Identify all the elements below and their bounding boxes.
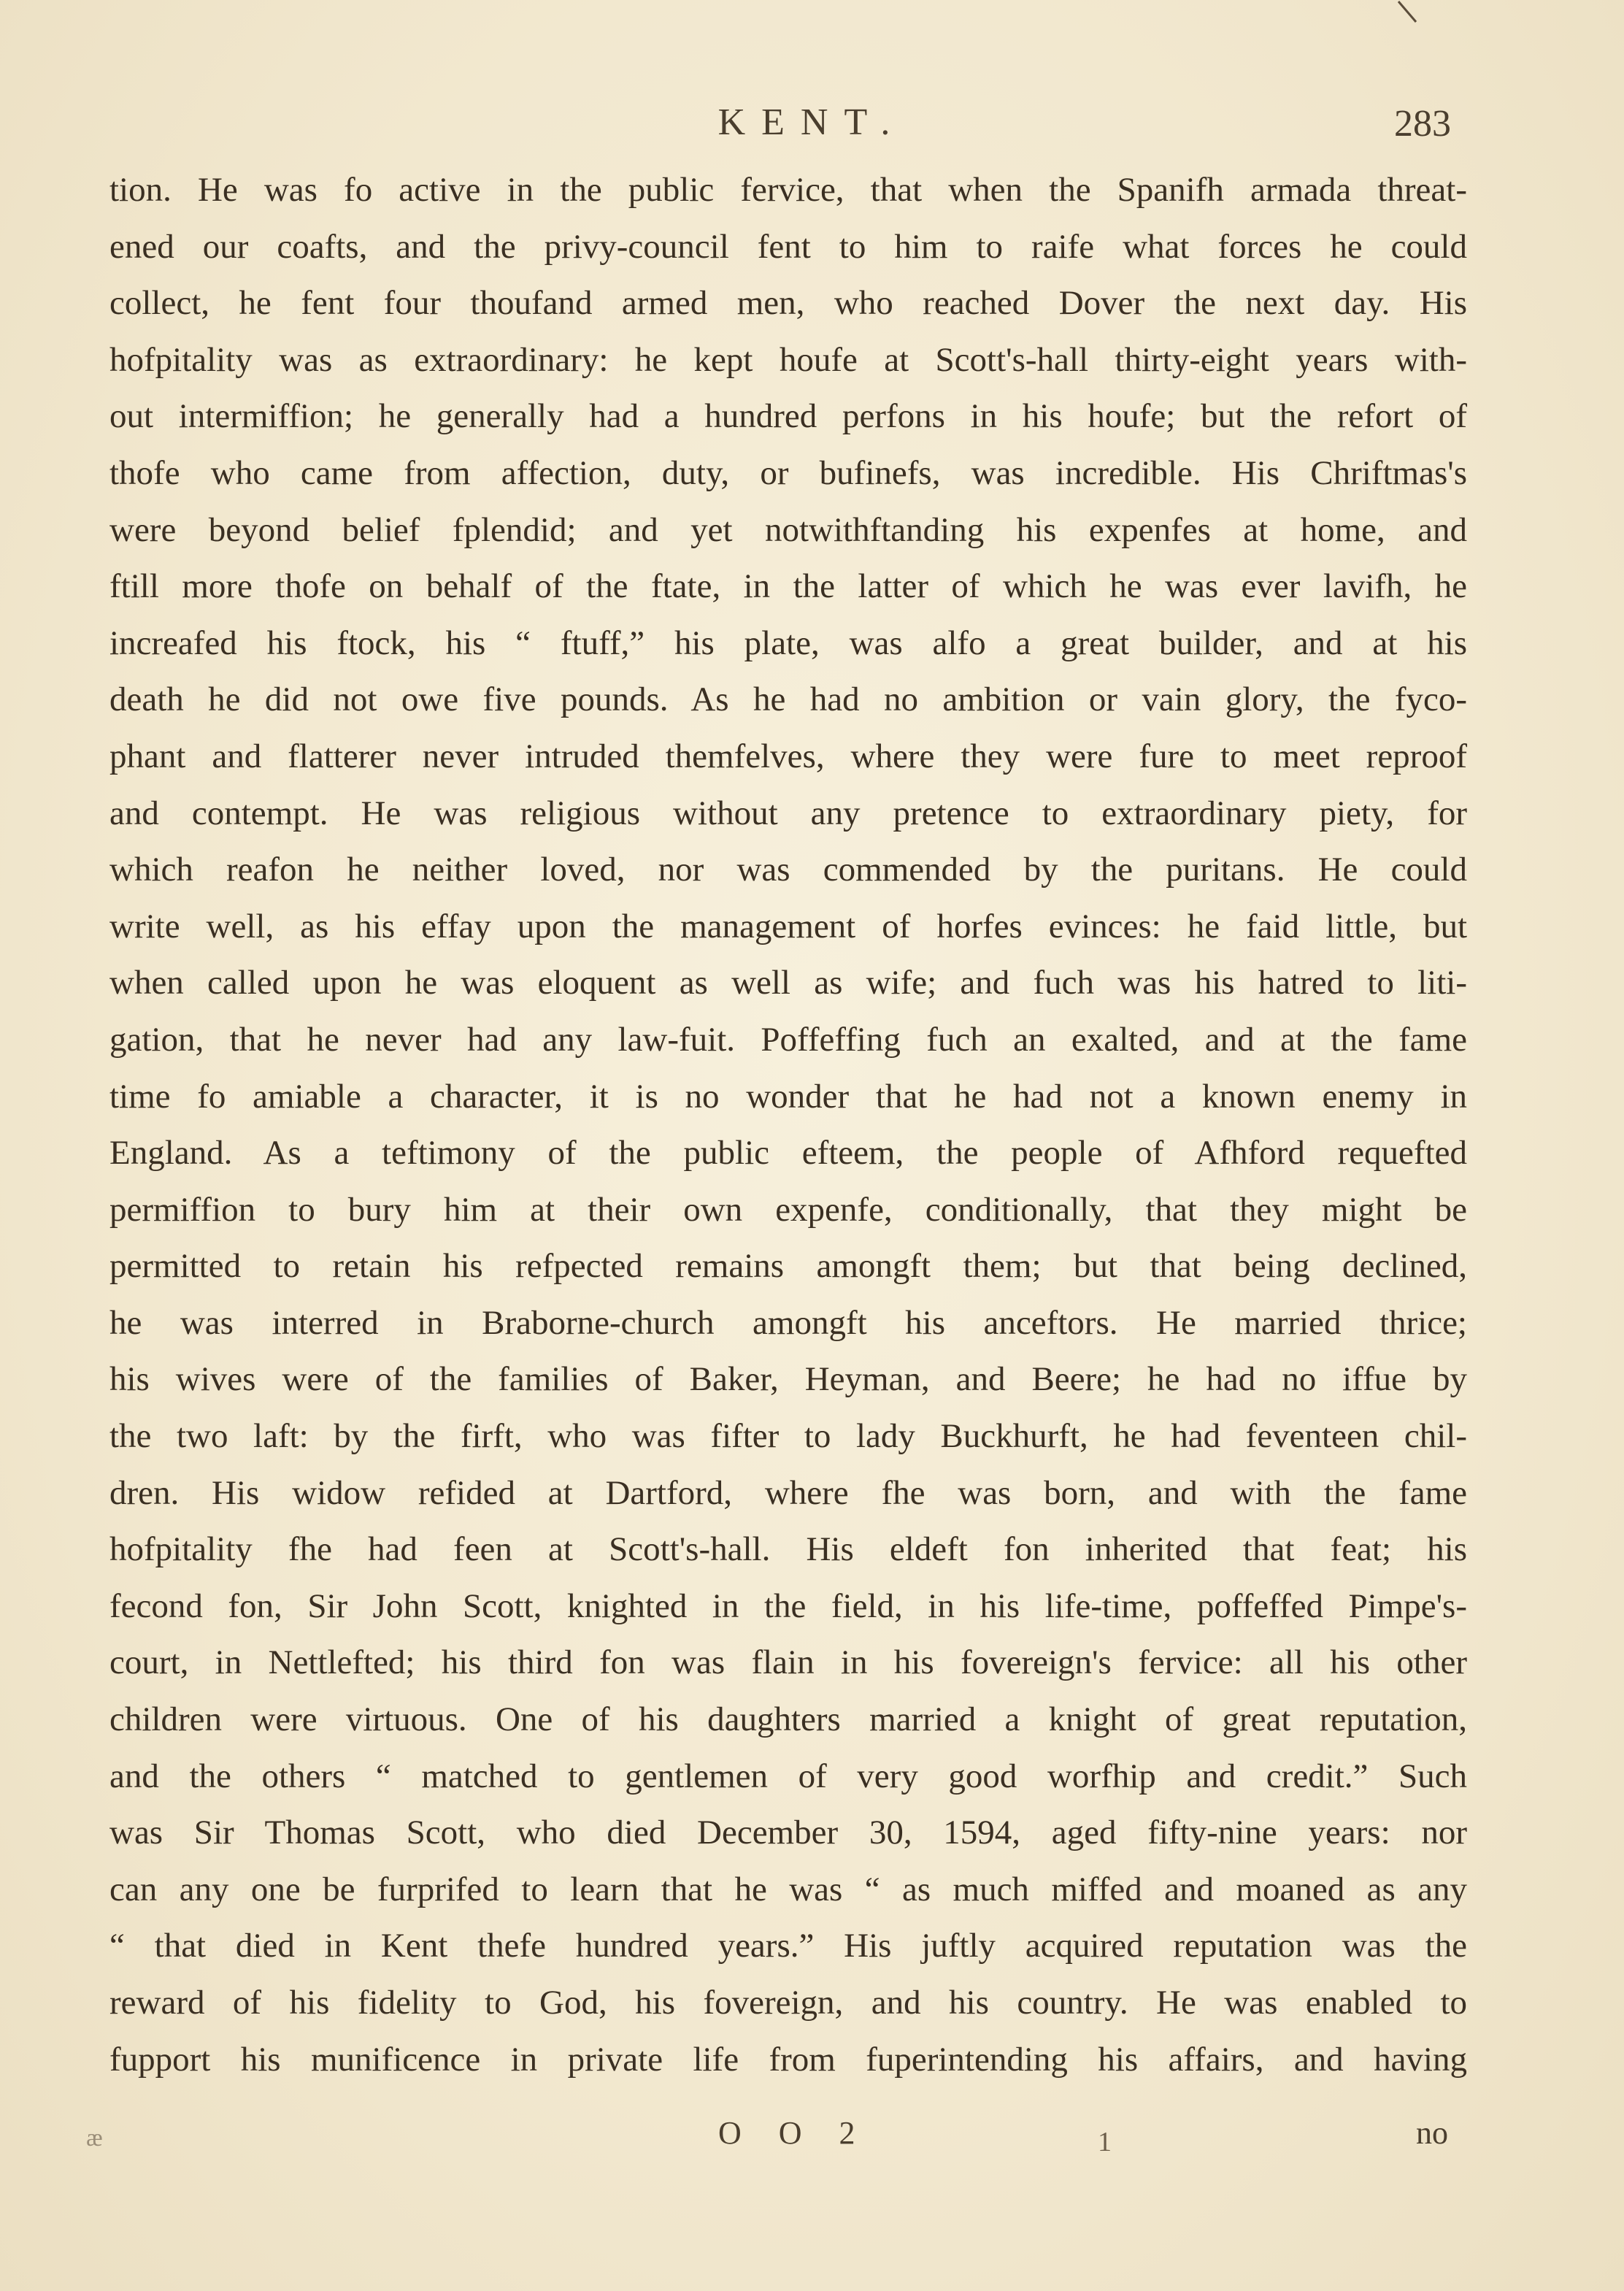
text-line: England. As a teftimony of the public efteem, the people of Afhford requefted bbox=[109, 1134, 1467, 1173]
text-line: ened our coafts, and the privy-council fent to him to raife what forces he could bbox=[109, 227, 1467, 266]
text-line: and contempt. He was religious without any pretence to extraordinary piety, for bbox=[109, 794, 1467, 832]
text-line: hofpitality fhe had feen at Scott's-hall. His eldeft fon inherited that feat; his bbox=[109, 1530, 1467, 1569]
text-line: dren. His widow refided at Dartford, where fhe was born, and with the fame bbox=[109, 1473, 1467, 1512]
margin-mark-left: æ bbox=[86, 2125, 103, 2152]
page-number: 283 bbox=[1394, 103, 1451, 145]
body-text bbox=[109, 162, 1467, 2088]
text-line: were beyond belief fplendid; and yet notwithftanding his expenfes at home, and bbox=[109, 510, 1467, 549]
text-line: he was interred in Braborne-church amongft his anceftors. He married thrice; bbox=[109, 1303, 1467, 1342]
corner-pen-stroke bbox=[1396, 0, 1425, 29]
text-line: hofpitality was as extraordinary: he kept houfe at Scott's-hall thirty-eight years with- bbox=[109, 340, 1467, 379]
text-line: out intermiffion; he generally had a hundred perfons in his houfe; but the refort of bbox=[109, 397, 1467, 436]
text-line: court, in Nettlefted; his third fon was flain in his fovereign's fervice: all his other bbox=[109, 1643, 1467, 1682]
text-line: which reafon he neither loved, nor was commended by the puritans. He could bbox=[109, 851, 1467, 889]
text-line: time fo amiable a character, it is no wonder that he had not a known enemy in bbox=[109, 1077, 1467, 1116]
text-line: the two laft: by the firft, who was fifter to lady Buckhurft, he had feventeen chil- bbox=[109, 1417, 1467, 1456]
running-head: KENT. bbox=[717, 101, 907, 143]
text-line: death he did not owe five pounds. As he had no ambition or vain glory, the fyco- bbox=[109, 680, 1467, 719]
text-line: permitted to retain his refpected remains amongft them; but that being declined, bbox=[109, 1247, 1467, 1286]
text-line: write well, as his effay upon the management of horfes evinces: he faid little, but bbox=[109, 907, 1467, 945]
page-footer bbox=[0, 2114, 1624, 2158]
text-line: phant and flatterer never intruded themfelves, where they were fure to meet reproof bbox=[109, 737, 1467, 775]
text-line: children were virtuous. One of his daughters married a knight of great reputation, bbox=[109, 1700, 1467, 1739]
text-line: ftill more thofe on behalf of the ftate, in the latter of which he was ever lavifh, he bbox=[109, 567, 1467, 606]
text-line: was Sir Thomas Scott, who died December 30, 1594, aged fifty-nine years: nor bbox=[109, 1814, 1467, 1852]
text-line: permiffion to bury him at their own expenfe, conditionally, that they might be bbox=[109, 1190, 1467, 1229]
catchword: no bbox=[1416, 2115, 1448, 2151]
text-line: collect, he fent four thoufand armed men, who reached Dover the next day. His bbox=[109, 284, 1467, 323]
text-line: his wives were of the families of Baker, Heyman, and Beere; he had no iffue by bbox=[109, 1360, 1467, 1399]
text-line: fupport his munificence in private life from fuperintending his affairs, and having bbox=[109, 2040, 1467, 2079]
signature-mark: O O 2 bbox=[718, 2115, 870, 2151]
text-line: gation, that he never had any law-fuit. Poffeffing fuch an exalted, and at the fame bbox=[109, 1020, 1467, 1059]
text-line: when called upon he was eloquent as well as wife; and fuch was his hatred to liti- bbox=[109, 964, 1467, 1002]
text-line: thofe who came from affection, duty, or bufinefs, was incredible. His Chriftmas's bbox=[109, 453, 1467, 492]
text-line: and the others “ matched to gentlemen of very good worfhip and credit.” Such bbox=[109, 1757, 1467, 1795]
text-line: can any one be furprifed to learn that he was “ as much miffed and moaned as any bbox=[109, 1870, 1467, 1908]
text-line: fecond fon, Sir John Scott, knighted in the field, in his life-time, poffeffed Pimpe's- bbox=[109, 1586, 1467, 1625]
text-line: tion. He was fo active in the public fervice, that when the Spanifh armada threat- bbox=[109, 171, 1467, 209]
text-line: “ that died in Kent thefe hundred years.” His juftly acquired reputation was the bbox=[109, 1927, 1467, 1965]
text-line: increafed his ftock, his “ ftuff,” his plate, was alfo a great builder, and at his bbox=[109, 623, 1467, 662]
text-line: reward of his fidelity to God, his fovereign, and his country. He was enabled to bbox=[109, 1984, 1467, 2022]
margin-mark-mid: 1 bbox=[1098, 2127, 1112, 2157]
